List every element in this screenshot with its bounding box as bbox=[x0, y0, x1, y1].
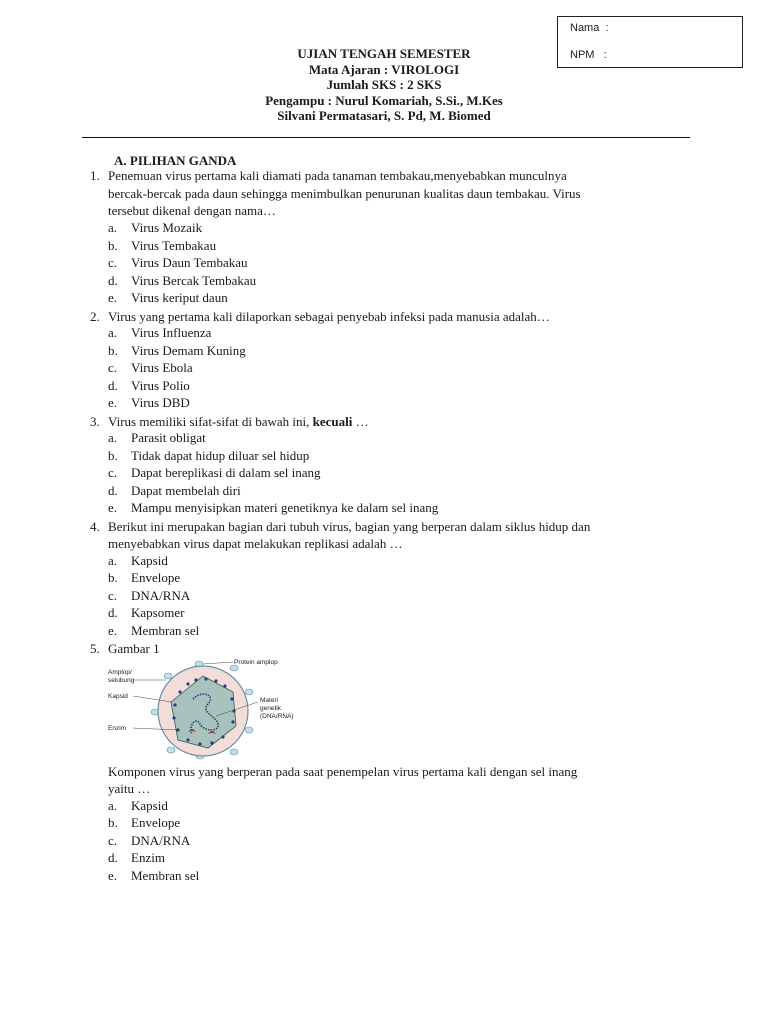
course-name: Mata Ajaran : VIROLOGI bbox=[308, 61, 460, 77]
option-text: Enzim bbox=[131, 850, 165, 865]
option-text: Mampu menyisipkan materi genetiknya ke dalam sel inang bbox=[131, 500, 439, 515]
question-text-part: Virus memiliki sifat-sifat di bawah ini, bbox=[108, 413, 313, 429]
option-text: Kapsid bbox=[131, 797, 168, 813]
option-text: Membran sel bbox=[131, 622, 200, 638]
exam-title: UJIAN TENGAH SEMESTER bbox=[297, 46, 471, 61]
question-line: Virus yang pertama kali dilaporkan sebagai penyebab infeksi pada manusia adalah… bbox=[108, 308, 550, 324]
label-kapsid: Kapsid bbox=[108, 693, 128, 700]
figure-caption: Gambar 1 bbox=[108, 641, 160, 656]
option-letter: d. bbox=[108, 272, 118, 288]
option-letter: c. bbox=[108, 465, 118, 480]
student-id-box bbox=[557, 16, 743, 68]
question-text bbox=[108, 413, 693, 431]
option-text: Virus Tembakau bbox=[131, 237, 217, 253]
option-text: DNA/RNA bbox=[131, 587, 191, 603]
option-letter: b. bbox=[108, 237, 118, 253]
lecturer-1: Pengampu : Nurul Komariah, S.Si., M.Kes bbox=[265, 92, 503, 108]
option-letter: b. bbox=[108, 342, 118, 358]
question-number: 2. bbox=[90, 308, 100, 324]
option-letter: d. bbox=[108, 377, 118, 393]
section-title: A. PILIHAN GANDA bbox=[114, 153, 237, 168]
label-protein-amplop: Protein amplop bbox=[234, 659, 278, 666]
option-text: Kapsomer bbox=[131, 605, 185, 620]
option-letter: c. bbox=[108, 832, 118, 848]
question-number: 5. bbox=[90, 641, 100, 656]
question-line: menyebabkan virus dapat melakukan replikasi adalah … bbox=[108, 536, 403, 551]
question-line: yaitu … bbox=[108, 781, 151, 796]
option-letter: e. bbox=[108, 867, 118, 883]
credit-count: Jumlah SKS : 2 SKS bbox=[326, 77, 442, 92]
option-text: DNA/RNA bbox=[131, 832, 191, 848]
exam-header bbox=[200, 46, 568, 124]
option-text: Virus Mozaik bbox=[131, 220, 203, 235]
option-letter: d. bbox=[108, 482, 118, 498]
option-text: Membran sel bbox=[131, 867, 200, 883]
option-letter: d. bbox=[108, 850, 118, 865]
option-letter: b. bbox=[108, 570, 118, 585]
label-materi: Materi bbox=[260, 697, 279, 704]
question-line: Komponen virus yang berperan pada saat penempelan virus pertama kali dengan sel inang bbox=[108, 763, 578, 779]
option-text: Virus Demam Kuning bbox=[131, 342, 246, 358]
label-amplop: Amplop/ bbox=[108, 669, 132, 676]
option-text: Virus Bercak Tembakau bbox=[131, 272, 257, 288]
nama-field[interactable]: Nama : bbox=[570, 22, 609, 34]
option-letter: d. bbox=[108, 605, 118, 620]
option-text: Virus Ebola bbox=[131, 360, 193, 375]
question-text bbox=[108, 308, 693, 326]
label-enzim: Enzim bbox=[108, 725, 127, 732]
option-text: Virus Polio bbox=[131, 377, 190, 393]
lecturer-2: Silvani Permatasari, S. Pd, M. Biomed bbox=[277, 108, 491, 123]
question-text bbox=[108, 763, 693, 798]
question-number: 1. bbox=[90, 168, 100, 183]
option-letter: a. bbox=[108, 430, 118, 445]
option-text: Virus Daun Tembakau bbox=[131, 255, 248, 270]
option-letter: c. bbox=[108, 360, 118, 375]
question-line: bercak-bercak pada daun sehingga menimbulkan penurunan kualitas daun tembakau. Virus bbox=[108, 185, 581, 201]
option-text: Virus keriput daun bbox=[131, 290, 228, 305]
option-letter: c. bbox=[108, 587, 118, 603]
option-letter: a. bbox=[108, 797, 118, 813]
option-text: Envelope bbox=[131, 815, 181, 830]
option-text: Virus Influenza bbox=[131, 325, 212, 340]
option-text: Tidak dapat hidup diluar sel hidup bbox=[131, 447, 310, 463]
option-letter: e. bbox=[108, 395, 118, 410]
option-letter: e. bbox=[108, 290, 118, 305]
question-number: 3. bbox=[90, 413, 100, 429]
option-letter: a. bbox=[108, 220, 118, 235]
virus-diagram bbox=[108, 654, 308, 764]
option-letter: c. bbox=[108, 255, 118, 270]
header-divider bbox=[82, 137, 690, 138]
option-text: Envelope bbox=[131, 570, 181, 585]
option-letter: a. bbox=[108, 552, 118, 568]
option-text: Parasit obligat bbox=[131, 430, 206, 445]
option-letter: b. bbox=[108, 815, 118, 830]
label-genetik: genetik bbox=[260, 705, 281, 712]
question-text bbox=[108, 518, 693, 553]
option-text: Dapat membelah diri bbox=[131, 482, 241, 498]
option-text: Virus DBD bbox=[131, 395, 190, 410]
label-dna-rna: (DNA/RNA) bbox=[260, 713, 294, 720]
option-text: Kapsid bbox=[131, 552, 168, 568]
label-selubung: selubung bbox=[108, 677, 135, 684]
question-emphasis: kecuali bbox=[312, 413, 353, 429]
question-text-part: … bbox=[352, 413, 369, 429]
question-line: Penemuan virus pertama kali diamati pada tanaman tembakau,menyebabkan munculnya bbox=[108, 168, 567, 183]
question-line: Berikut ini merupakan bagian dari tubuh virus, bagian yang berperan dalam siklus hidup dan bbox=[108, 518, 591, 534]
question-text bbox=[108, 167, 693, 220]
option-letter: b. bbox=[108, 447, 118, 463]
option-letter: a. bbox=[108, 325, 118, 340]
option-text: Dapat bereplikasi di dalam sel inang bbox=[131, 465, 321, 480]
question-line: tersebut dikenal dengan nama… bbox=[108, 203, 276, 218]
option-letter: e. bbox=[108, 622, 118, 638]
npm-field[interactable]: NPM : bbox=[570, 49, 607, 61]
option-letter: e. bbox=[108, 500, 118, 515]
question-number: 4. bbox=[90, 518, 100, 534]
